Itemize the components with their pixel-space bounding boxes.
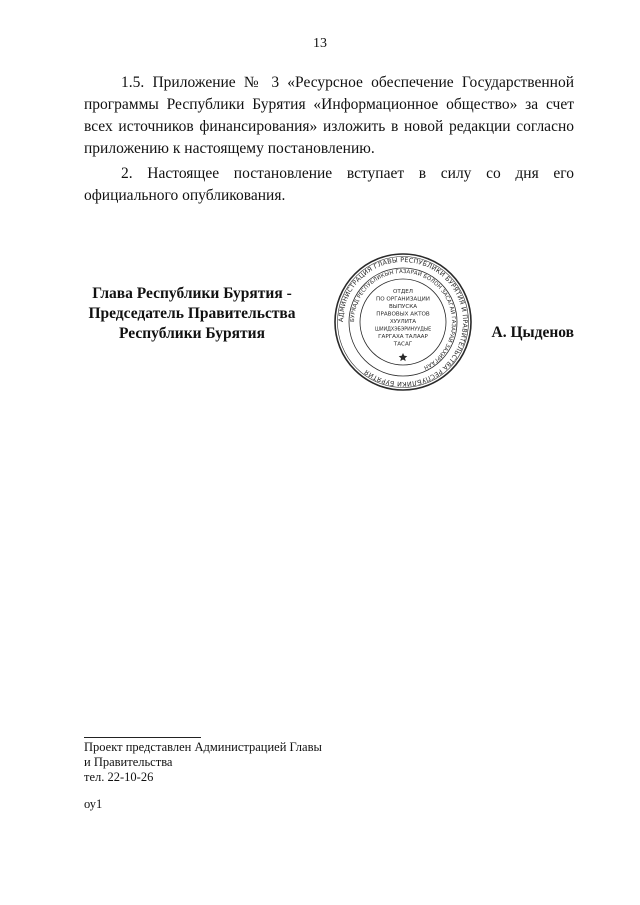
footer-note-line: тел. 22-10-26 — [84, 770, 154, 784]
seal-star-icon — [399, 353, 408, 361]
paragraph-appendix-amendment: 1.5. Приложение № 3 «Ресурсное обеспечение Государственной программы Республики Бурятия «Информационное общество» за счет всех источников финансирования» изложить в новой редакции согласно приложению к настоящему постановлению. — [84, 74, 574, 157]
signatory-title-line: Председатель Правительства — [88, 305, 296, 322]
signatory-title-line: Республики Бурятия — [119, 325, 265, 342]
signatory-name: А. Цыденов — [491, 324, 574, 341]
seal-center-line: ПО ОРГАНИЗАЦИИ — [376, 296, 430, 303]
seal-center-line: ВЫПУСКА — [388, 304, 418, 310]
seal-center-line: ПРАВОВЫХ АКТОВ — [376, 311, 430, 318]
footer-code: оу1 — [84, 797, 103, 811]
seal-center-line: ОТДЕЛ — [393, 289, 413, 295]
footer-note-line: и Правительства — [84, 755, 173, 769]
seal-center-line: ХУУЛИТА — [389, 319, 417, 325]
official-seal-stamp — [333, 252, 473, 392]
signatory-title — [62, 284, 322, 344]
seal-center-line: ГАРГАХА ТАЛААР — [378, 334, 428, 340]
seal-graphic — [333, 252, 473, 392]
seal-ring-text: БУРЯАД РЕСПУБЛИКЫН ГАЗАРАЙ БОЛОН ЗАСАГАЙ ГАЗАРАЙ ЗАХИРГААН — [349, 268, 457, 371]
footnote-separator — [84, 737, 201, 738]
paragraph-entry-into-force: 2. Настоящее постановление вступает в силу со дня его официального опубликования. — [84, 165, 574, 204]
footer-note-line: Проект представлен Администрацией Главы — [84, 740, 322, 754]
seal-center-line: ШИИДХЭБЭРИНУУДЫЕ — [374, 327, 432, 333]
seal-center-line: ТАСАГ — [393, 341, 413, 348]
footer-note — [84, 740, 384, 785]
seal-outer-text: АДМИНИСТРАЦИЯ ГЛАВЫ РЕСПУБЛИКИ БУРЯТИЯ И ПРАВИТЕЛЬСТВА РЕСПУБЛИКИ БУРЯТИЯ — [336, 255, 470, 389]
page-number: 13 — [313, 36, 327, 51]
signatory-title-line: Глава Республики Бурятия - — [92, 285, 292, 302]
